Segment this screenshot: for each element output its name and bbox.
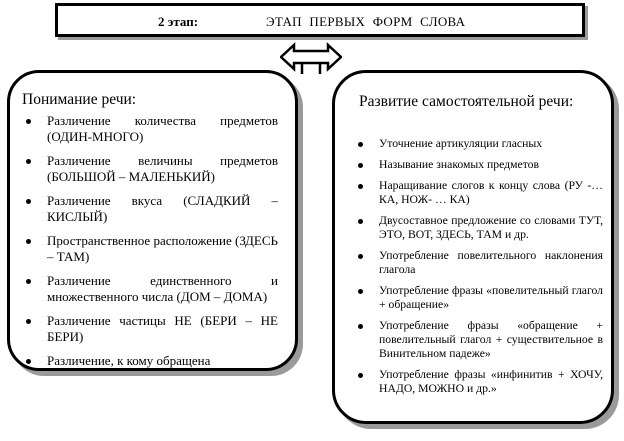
list-item: Двусоставное предложение со словами ТУТ, ЭТО, ВОТ, ЗДЕСЬ, ТАМ и др. <box>355 214 603 242</box>
list-item: Употребление фразы «повелительный глагол + обращение» <box>355 284 603 312</box>
independent-speech-panel <box>332 70 614 424</box>
stage-title: ЭТАП ПЕРВЫХ ФОРМ СЛОВА <box>266 14 466 29</box>
double-arrow-icon <box>280 40 342 80</box>
list-item: Уточнение артикуляции гласных <box>355 137 603 151</box>
panel-title-understanding: Понимание речи: <box>22 91 137 108</box>
list-item: Употребление повелительного наклонения глагола <box>355 249 603 277</box>
list-item: Употребление фразы «обращение + повелительный глагол + существительное в Винительном падеже» <box>355 319 603 361</box>
independent-speech-list <box>355 137 603 403</box>
stage-header <box>55 3 585 37</box>
list-item: Различение величины предметов (БОЛЬШОЙ – МАЛЕНЬКИЙ) <box>23 153 278 185</box>
list-item: Пространственное расположение (ЗДЕСЬ – ТАМ) <box>23 233 278 265</box>
list-item: Употребление фразы «инфинитив + ХОЧУ, НАДО, МОЖНО и др.» <box>355 368 603 396</box>
list-item: Различение количества предметов (ОДИН-МНОГО) <box>23 113 278 145</box>
stage-label: 2 этап: <box>158 14 199 29</box>
list-item: Различение, к кому обращена <box>23 353 278 369</box>
list-item: Различение вкуса (СЛАДКИЙ – КИСЛЫЙ) <box>23 193 278 225</box>
list-item: Различение единственного и множественного числа (ДОМ – ДОМА) <box>23 273 278 305</box>
panel-title-independent-speech: Развитие самостоятельной речи: <box>359 93 574 110</box>
list-item: Различение частицы НЕ (БЕРИ – НЕ БЕРИ) <box>23 313 278 345</box>
speech-understanding-panel <box>7 70 298 371</box>
list-item: Наращивание слогов к концу слова (РУ -… КА, НОЖ- … КА) <box>355 179 603 207</box>
understanding-list <box>23 113 278 371</box>
list-item: Называние знакомых предметов <box>355 158 603 172</box>
